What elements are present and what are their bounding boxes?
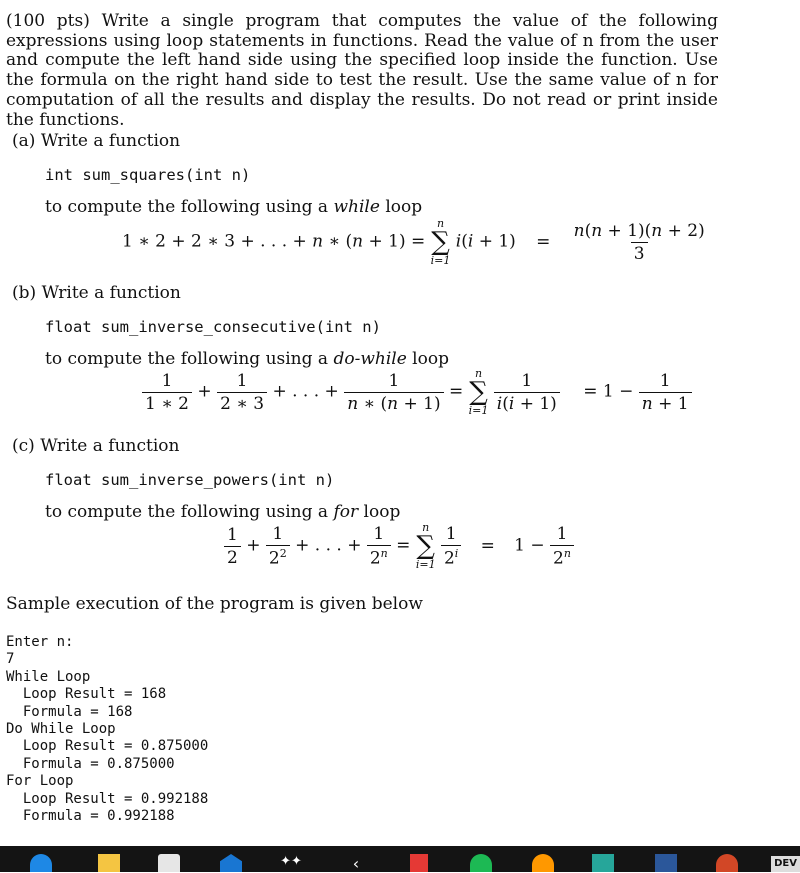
part-b-heading: (b) Write a function [12,283,181,303]
store-icon[interactable] [158,854,180,872]
mail-icon[interactable] [220,854,242,872]
part-a-heading: (a) Write a function [12,131,181,151]
taskbar [0,846,800,872]
dev-label[interactable]: DEV [771,856,800,872]
file-explorer-icon[interactable] [98,854,120,872]
spotify-icon[interactable] [470,854,492,872]
equation-c: $\frac{1}{2}$ + $\frac{1}{2^2}$ + . . . + $\frac{1}{2^n}$ = n ∑ i=1 $\frac{1}{2^i}$ = 1 − $\frac{1}{2^n}$ [224,522,574,570]
word-icon[interactable] [655,854,677,872]
intro-text: Write a single program that computes the value of the following expressions using loop statements in functions. Read the value of n from the user and compute the left hand side using the specified loop inside the function. Use the formula on the right hand side to test the result. Use the same value of n for computation of all the results and display the results. Do not read or print inside the functions. [6,11,718,130]
problem-intro [6,12,718,130]
edge-icon[interactable] [30,854,52,872]
equation-b: $\frac{1}{1 ∗ 2}$ + $\frac{1}{2 ∗ 3}$ + . . . + $\frac{1}{n ∗ (n + 1)}$ = n ∑ i=1 $\frac{1}{i(i + 1)}$ = 1 − $\frac{1}{n + 1}$ [142,368,692,416]
firefox-icon[interactable] [532,854,554,872]
part-c-heading: (c) Write a function [12,436,180,456]
equation-a: 1 ∗ 2 + 2 ∗ 3 + . . . + n ∗ (n + 1) = n ∑ i=1 i(i + 1) = $\frac{n(n + 1)(n + 2)}{3}$ [122,217,705,267]
console-output: Enter n: 7 While Loop Loop Result = 168 Formula = 168 Do While Loop Loop Result = 0.875000 Formula = 0.875000 For Loop Loop Result = 0.992188 Formula = 0.992188 [6,634,209,825]
dropbox-icon[interactable]: ✦✦ [280,854,302,869]
sample-title: Sample execution of the program is given below [6,594,423,614]
part-c-lead: to compute the following using a for loop [45,502,401,522]
points-label: (100 pts) [6,11,90,31]
cursor-app-icon[interactable]: ‹ [352,854,360,873]
publisher-icon[interactable] [592,854,614,872]
office-icon[interactable] [410,854,428,872]
part-b-signature: float sum_inverse_consecutive(int n) [45,318,381,336]
part-a-signature: int sum_squares(int n) [45,166,251,184]
part-b-lead: to compute the following using a do-while loop [45,349,449,369]
part-c-signature: float sum_inverse_powers(int n) [45,471,335,489]
powerpoint-icon[interactable] [716,854,738,872]
part-a-lead: to compute the following using a while loop [45,197,423,217]
